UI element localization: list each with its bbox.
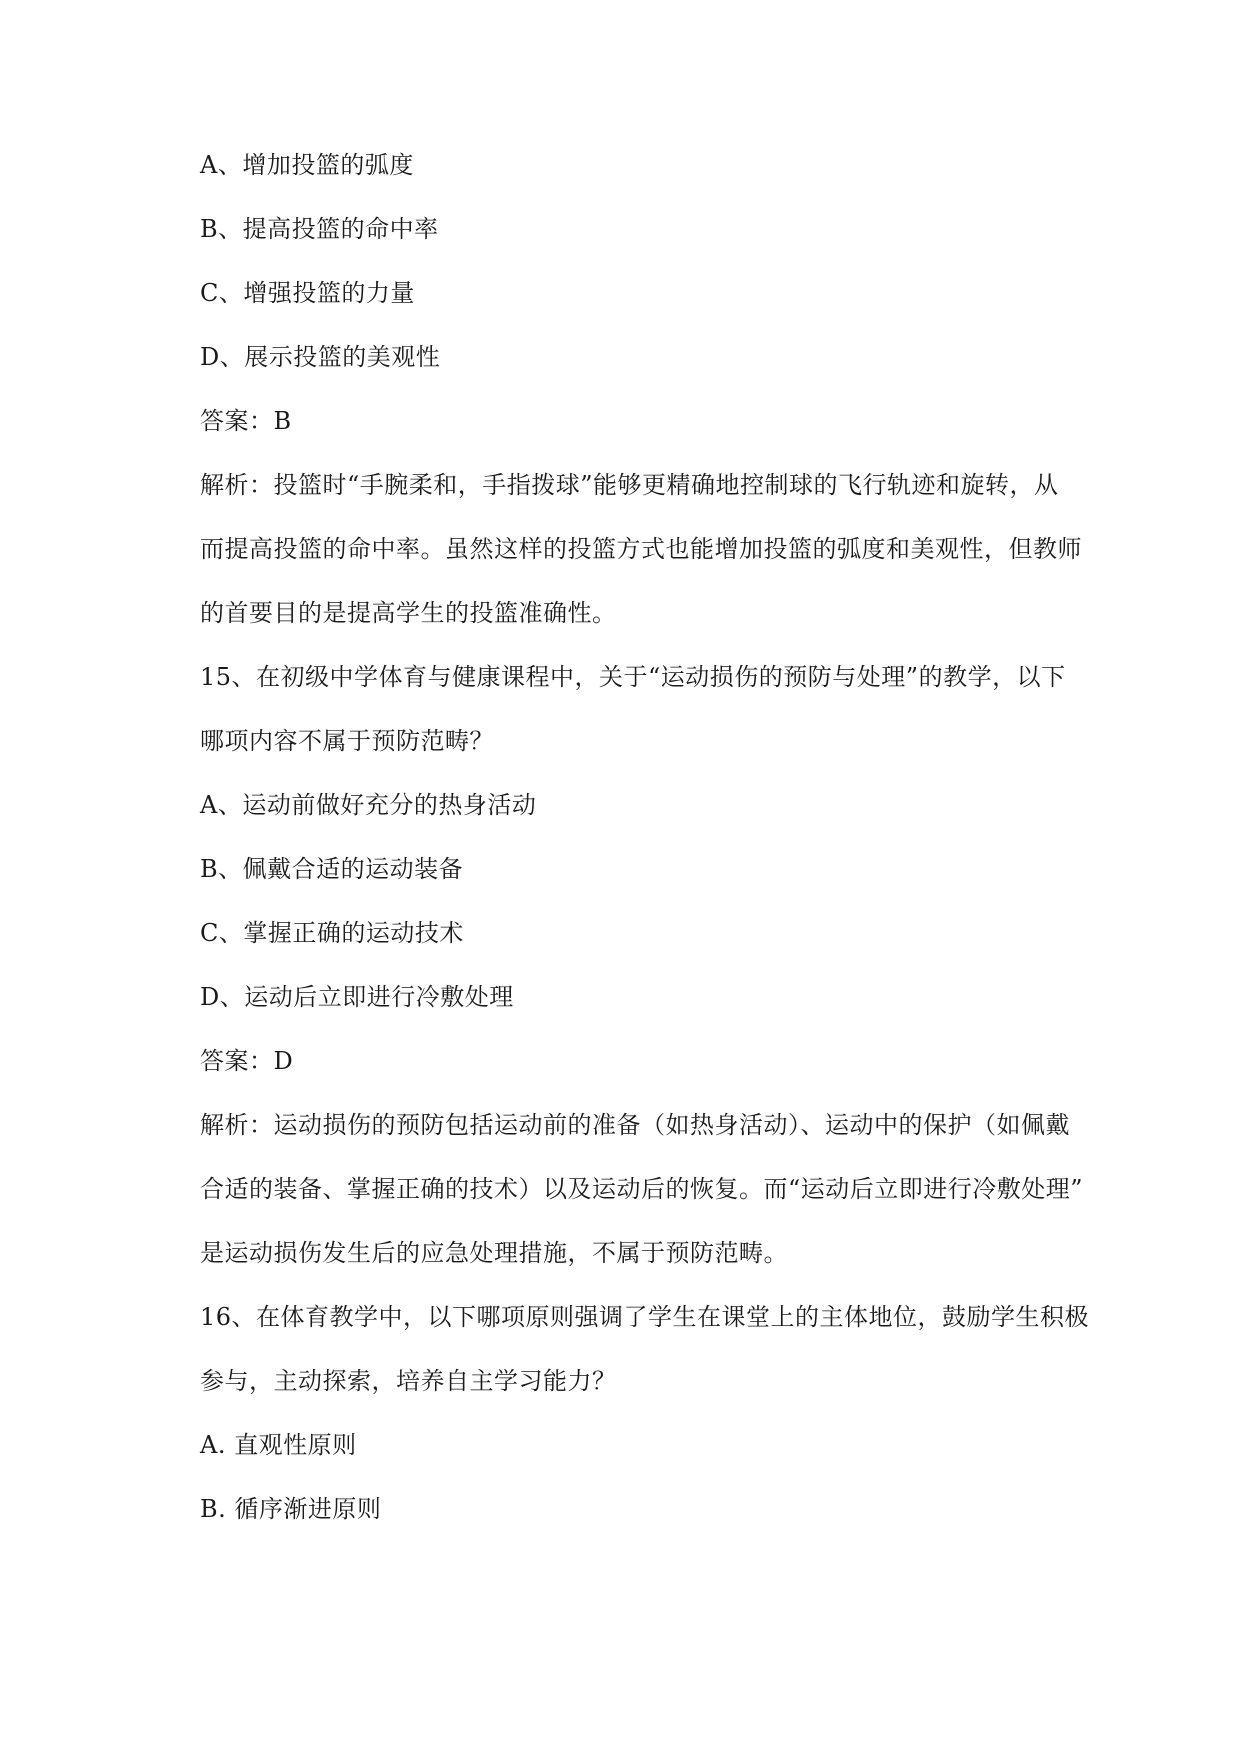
explanation-q14-line-1: 解析：投篮时“手腕柔和，手指拨球”能够更精确地控制球的飞行轨迹和旋转，从: [200, 471, 1059, 499]
question-16-line-2: 参与，主动探索，培养自主学习能力？: [200, 1367, 617, 1395]
question-15-line-2: 哪项内容不属于预防范畴？: [200, 727, 494, 755]
explanation-q14-line-2: 而提高投篮的命中率。虽然这样的投篮方式也能增加投篮的弧度和美观性，但教师: [200, 535, 1082, 563]
explanation-q15-line-2: 合适的装备、掌握正确的技术）以及运动后的恢复。而“运动后立即进行冷敷处理”: [200, 1175, 1084, 1203]
option-a-q15: A、运动前做好充分的热身活动: [200, 791, 537, 819]
question-15-line-1: 15、在初级中学体育与健康课程中，关于“运动损伤的预防与处理”的教学，以下: [200, 663, 1066, 691]
answer-q14: 答案：B: [200, 407, 292, 435]
option-a-q16: A. 直观性原则: [200, 1431, 357, 1459]
option-d-q15: D、运动后立即进行冷敷处理: [200, 983, 514, 1011]
explanation-q15-line-1: 解析：运动损伤的预防包括运动前的准备（如热身活动）、运动中的保护（如佩戴: [200, 1111, 1070, 1139]
option-b-q14: B、提高投篮的命中率: [200, 215, 439, 243]
option-b-q16: B. 循序渐进原则: [200, 1495, 382, 1523]
option-b-q15: B、佩戴合适的运动装备: [200, 855, 464, 883]
answer-q15: 答案：D: [200, 1047, 294, 1075]
option-a-q14: A、增加投篮的弧度: [200, 151, 414, 179]
explanation-q15-line-3: 是运动损伤发生后的应急处理措施，不属于预防范畴。: [200, 1239, 788, 1267]
question-16-line-1: 16、在体育教学中，以下哪项原则强调了学生在课堂上的主体地位，鼓励学生积极: [200, 1303, 1090, 1331]
option-c-q15: C、掌握正确的运动技术: [200, 919, 464, 947]
explanation-q14-line-3: 的首要目的是提高学生的投篮准确性。: [200, 599, 617, 627]
option-c-q14: C、增强投篮的力量: [200, 279, 415, 307]
option-d-q14: D、展示投篮的美观性: [200, 343, 441, 371]
